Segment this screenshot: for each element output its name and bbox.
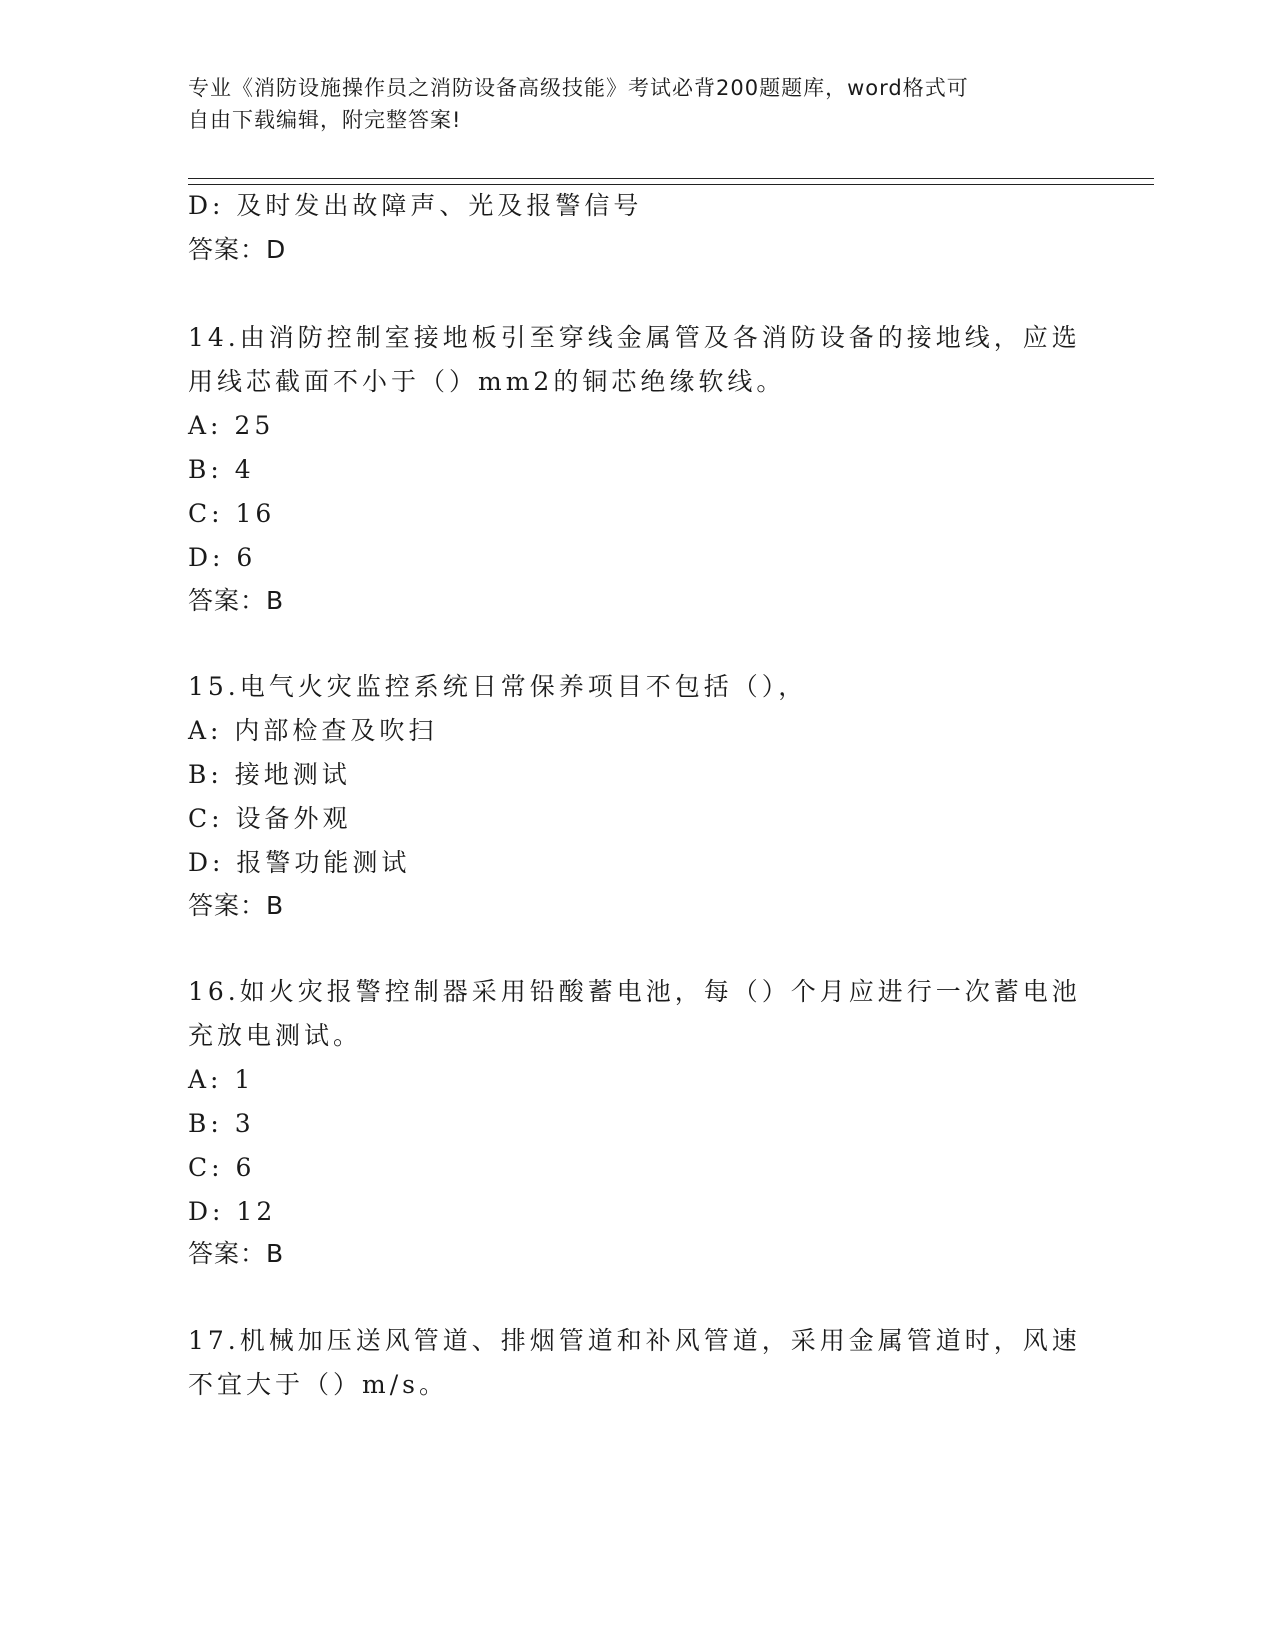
q17-text-line-1: 17.机械加压送风管道、排烟管道和补风管道，采用金属管道时，风速 <box>188 1326 1081 1355</box>
q15-option-c: C: 设备外观 <box>188 804 352 833</box>
q15-option-d: D: 报警功能测试 <box>188 848 411 877</box>
q14-option-d: D: 6 <box>188 543 257 572</box>
q14-text-line-1: 14.由消防控制室接地板引至穿线金属管及各消防设备的接地线，应选 <box>188 323 1081 352</box>
header-divider-bottom <box>188 184 1154 185</box>
q15-option-b: B: 接地测试 <box>188 760 351 789</box>
q16-option-c: C: 6 <box>188 1153 256 1182</box>
q14-text-line-2: 用线芯截面不小于（）mm2的铜芯绝缘软线。 <box>188 367 786 396</box>
q16-option-a: A: 1 <box>188 1065 255 1094</box>
prev-answer: 答案：D <box>188 235 287 264</box>
q15-answer: 答案：B <box>188 891 285 920</box>
q17-text-line-2: 不宜大于（）m/s。 <box>188 1370 448 1399</box>
q14-option-a: A: 25 <box>188 411 275 440</box>
prev-option-d: D: 及时发出故障声、光及报警信号 <box>188 191 643 220</box>
header-divider-top <box>188 178 1154 179</box>
q14-option-b: B: 4 <box>188 455 255 484</box>
q14-option-c: C: 16 <box>188 499 276 528</box>
q15-text-line-1: 15.电气火灾监控系统日常保养项目不包括（）， <box>188 672 808 701</box>
q14-answer: 答案：B <box>188 586 285 615</box>
header-line-2: 自由下载编辑，附完整答案! <box>188 108 462 132</box>
document-header <box>188 72 1068 136</box>
q16-text-line-2: 充放电测试。 <box>188 1021 363 1050</box>
q15-option-a: A: 内部检查及吹扫 <box>188 716 438 745</box>
q16-answer: 答案：B <box>188 1239 285 1268</box>
header-line-1: 专业《消防设施操作员之消防设备高级技能》考试必背200题题库，word格式可 <box>188 76 969 100</box>
q16-option-b: B: 3 <box>188 1109 255 1138</box>
q16-text-line-1: 16.如火灾报警控制器采用铅酸蓄电池，每（）个月应进行一次蓄电池 <box>188 977 1081 1006</box>
q16-option-d: D: 12 <box>188 1197 277 1226</box>
